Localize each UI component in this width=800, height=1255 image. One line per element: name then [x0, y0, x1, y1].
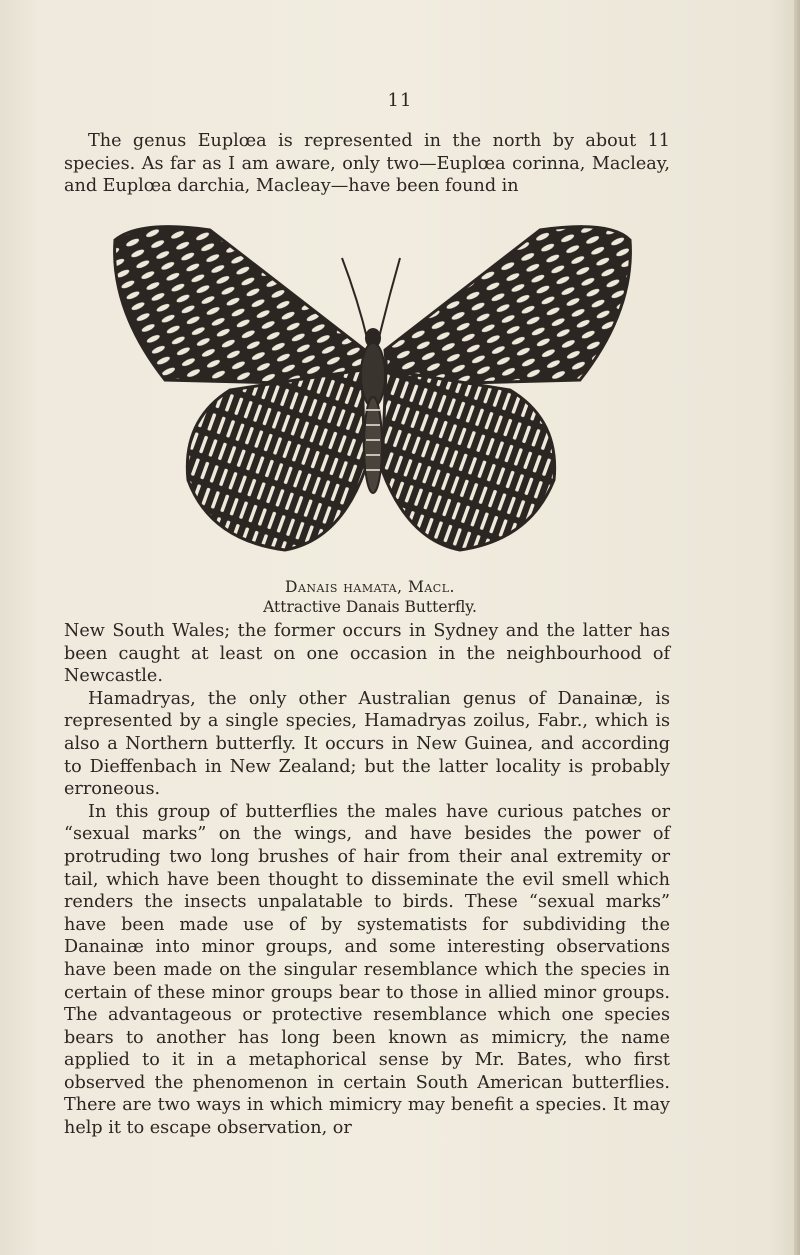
butterfly-illustration: [110, 220, 640, 560]
page-edge: [794, 0, 800, 1255]
paragraph-sexual-marks: In this group of butterflies the males have curious patches or “sexual marks” on the wings, and have besides the power of protruding two long brushes of hair from their anal extremity or tail, which have been thought to disseminate the evil smell which renders the insects unpalatable to birds. These “sexual marks” have been made use of by systematists for subdividing the Danainæ into minor groups, and some interesting observations have been made on the singular resemblance which the species in certain of these minor groups bear to those in allied minor groups. The advantageous or protective resemblance which one species bears to another has long been known as mimicry, the name applied to it in a metaphorical sense by Mr. Bates, who first observed the phenomenon in certain South American butterflies. There are two ways in which mimicry may benefit a species. It may help it to escape observation, or: [64, 801, 670, 1139]
text-top: [64, 130, 670, 198]
text-bottom: [64, 620, 670, 1140]
paragraph-euploea: The genus Euplœa is represented in the north by about 11 species. As far as I am aware, only two—Euplœa corinna, Macleay, and Euplœa darchia, Macleay—have been found in: [64, 131, 670, 197]
butterfly-figure: [110, 220, 640, 560]
figure-caption-name: Danais hamata, Macl.: [285, 578, 455, 596]
page-number: 11: [387, 90, 413, 111]
paragraph-hamadryas: Hamadryas, the only other Australian genus of Danainæ, is represented by a single species, Hamadryas zoilus, Fabr., which is also a Northern butterfly. It occurs in New Guinea, and according to Dieffenbach in New Zealand; but the latter locality is probably erroneous.: [64, 688, 670, 800]
figure-caption-common: Attractive Danais Butterfly.: [263, 598, 477, 616]
paragraph-new-south-wales: New South Wales; the former occurs in Sydney and the latter has been caught at least on one occasion in the neighbourhood of Newcastle.: [64, 621, 670, 687]
